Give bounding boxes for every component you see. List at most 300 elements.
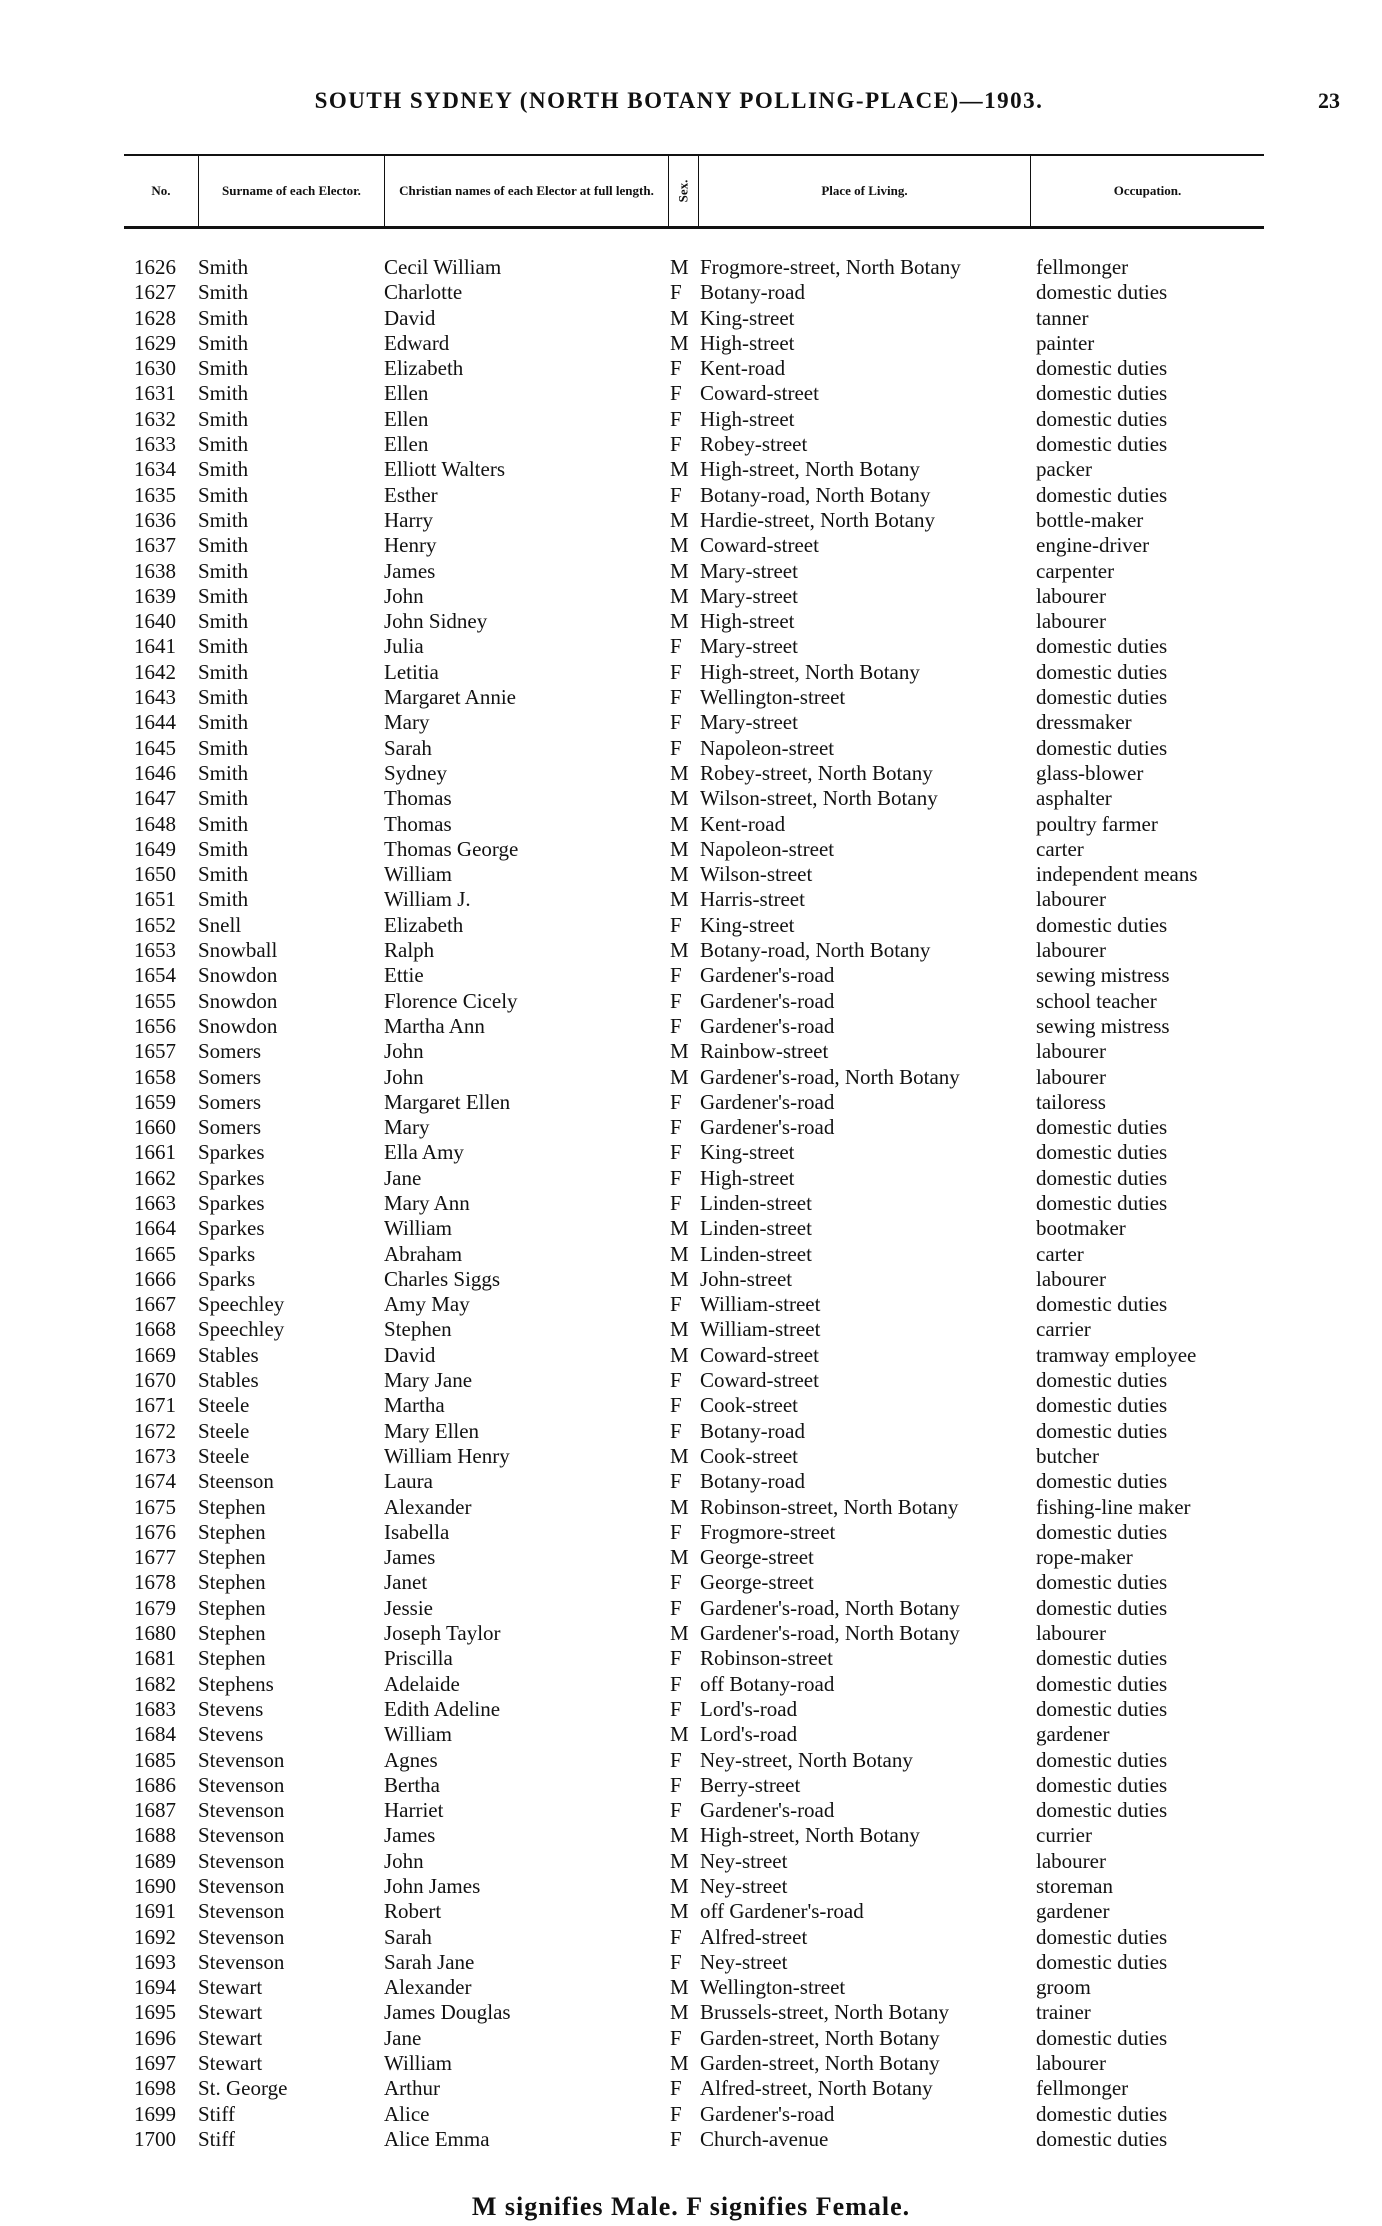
elector-christian-names: Sydney [384, 760, 447, 785]
elector-number: 1627 [134, 280, 176, 305]
elector-occupation: tramway employee [1036, 1342, 1197, 1367]
table-header [124, 154, 1264, 229]
elector-christian-names: Elliott Walters [384, 457, 505, 482]
elector-place-of-living: Gardener's-road [700, 1798, 835, 1823]
elector-sex: M [670, 1039, 689, 1064]
elector-sex: M [670, 1874, 689, 1898]
table-row [0, 887, 1382, 912]
elector-place-of-living: William-street [700, 1292, 821, 1317]
elector-christian-names: Alice [384, 2101, 430, 2126]
elector-place-of-living: Botany-road, North Botany [700, 938, 931, 963]
elector-surname: Stevenson [198, 1874, 285, 1898]
elector-occupation: painter [1036, 330, 1095, 355]
elector-occupation: labourer [1036, 1064, 1106, 1089]
elector-place-of-living: Robey-street [700, 432, 808, 457]
elector-occupation: tailoress [1036, 1089, 1106, 1114]
elector-surname: Smith [198, 583, 249, 608]
elector-christian-names: Bertha [384, 1772, 440, 1797]
elector-place-of-living: Frogmore-street, North Botany [700, 255, 961, 279]
table-row [0, 331, 1382, 356]
table-row [0, 2026, 1382, 2051]
elector-surname: Smith [198, 634, 249, 659]
elector-sex: M [670, 609, 689, 634]
elector-number: 1685 [134, 1747, 176, 1772]
elector-place-of-living: Wilson-street, North Botany [700, 786, 938, 811]
elector-surname: Smith [198, 356, 249, 381]
table-row [0, 457, 1382, 482]
page-title: SOUTH SYDNEY (NORTH BOTANY POLLING-PLACE)—1903. [314, 88, 1044, 113]
elector-christian-names: Cecil William [384, 255, 502, 279]
elector-christian-names: Alexander [384, 1494, 472, 1519]
table-row [0, 1823, 1382, 1848]
elector-surname: Smith [198, 507, 249, 532]
table-row [0, 255, 1382, 280]
elector-sex: F [670, 1646, 682, 1671]
elector-number: 1655 [134, 988, 176, 1013]
elector-occupation: sewing mistress [1036, 1013, 1170, 1038]
elector-christian-names: John [384, 1039, 424, 1064]
elector-number: 1645 [134, 735, 176, 760]
elector-place-of-living: Gardener's-road, North Botany [700, 1064, 960, 1089]
elector-surname: Smith [198, 381, 249, 406]
table-row [0, 736, 1382, 761]
elector-surname: Steele [198, 1418, 250, 1443]
table-row [0, 1950, 1382, 1975]
table-row [0, 1368, 1382, 1393]
elector-surname: Smith [198, 786, 249, 811]
table-row [0, 685, 1382, 710]
elector-place-of-living: Gardener's-road [700, 1013, 835, 1038]
elector-number: 1674 [134, 1469, 176, 1494]
table-row [0, 862, 1382, 887]
elector-surname: Stiff [198, 2126, 235, 2151]
elector-number: 1664 [134, 1216, 176, 1241]
elector-occupation: glass-blower [1036, 760, 1144, 785]
elector-place-of-living: Frogmore-street [700, 1519, 836, 1544]
elector-place-of-living: Cook-street [700, 1443, 798, 1468]
elector-surname: Speechley [198, 1292, 285, 1317]
elector-occupation: domestic duties [1036, 1798, 1168, 1823]
elector-place-of-living: Robinson-street [700, 1646, 833, 1671]
elector-number: 1677 [134, 1545, 176, 1570]
elector-sex: F [670, 280, 682, 305]
elector-place-of-living: Gardener's-road [700, 1089, 835, 1114]
elector-place-of-living: off Gardener's-road [700, 1899, 864, 1924]
elector-number: 1673 [134, 1443, 176, 1468]
elector-sex: M [670, 760, 689, 785]
elector-place-of-living: Church-avenue [700, 2126, 829, 2151]
elector-number: 1678 [134, 1570, 176, 1595]
elector-place-of-living: Ney-street [700, 1949, 788, 1974]
elector-occupation: currier [1036, 1823, 1092, 1848]
elector-sex: F [670, 1418, 682, 1443]
elector-sex: F [670, 685, 682, 710]
table-row [0, 812, 1382, 837]
elector-place-of-living: off Botany-road [700, 1671, 835, 1696]
elector-occupation: domestic duties [1036, 1570, 1168, 1595]
elector-place-of-living: High-street, North Botany [700, 1823, 920, 1848]
elector-occupation: carrier [1036, 1317, 1091, 1342]
elector-occupation: domestic duties [1036, 1671, 1168, 1696]
table-row [0, 2000, 1382, 2025]
elector-surname: Smith [198, 836, 249, 861]
table-row [0, 1646, 1382, 1671]
elector-occupation: carpenter [1036, 558, 1115, 583]
elector-place-of-living: High-street [700, 330, 795, 355]
elector-number: 1637 [134, 533, 176, 558]
elector-christian-names: John [384, 1848, 424, 1873]
elector-occupation: bottle-maker [1036, 507, 1144, 532]
elector-place-of-living: Gardener's-road [700, 963, 835, 988]
elector-occupation: labourer [1036, 2051, 1106, 2076]
elector-number: 1650 [134, 862, 176, 887]
elector-number: 1633 [134, 432, 176, 457]
elector-sex: F [670, 1469, 682, 1494]
table-row [0, 786, 1382, 811]
elector-christian-names: Mary Ellen [384, 1418, 480, 1443]
elector-number: 1684 [134, 1722, 176, 1747]
table-row [0, 1596, 1382, 1621]
elector-christian-names: Sarah Jane [384, 1949, 475, 1974]
elector-christian-names: James [384, 1823, 436, 1848]
elector-number: 1639 [134, 583, 176, 608]
elector-surname: Smith [198, 330, 249, 355]
elector-surname: Stephen [198, 1595, 266, 1620]
column-header-sex [668, 156, 698, 226]
elector-christian-names: Robert [384, 1899, 442, 1924]
elector-surname: Smith [198, 255, 249, 279]
elector-surname: Stiff [198, 2101, 235, 2126]
table-row [0, 1570, 1382, 1595]
elector-christian-names: William [384, 1722, 452, 1747]
elector-christian-names: Mary Ann [384, 1190, 470, 1215]
elector-sex: F [670, 634, 682, 659]
elector-christian-names: Letitia [384, 659, 439, 684]
table-row [0, 1419, 1382, 1444]
elector-occupation: labourer [1036, 609, 1106, 634]
elector-sex: F [670, 482, 682, 507]
elector-surname: Smith [198, 685, 249, 710]
elector-sex: M [670, 1975, 689, 2000]
elector-place-of-living: Brussels-street, North Botany [700, 2000, 950, 2025]
elector-christian-names: Alexander [384, 1975, 472, 2000]
elector-number: 1636 [134, 507, 176, 532]
elector-surname: Stephen [198, 1494, 266, 1519]
elector-number: 1632 [134, 406, 176, 431]
table-row [0, 508, 1382, 533]
elector-occupation: domestic duties [1036, 1165, 1168, 1190]
elector-surname: Stables [198, 1342, 259, 1367]
elector-occupation: domestic duties [1036, 912, 1168, 937]
column-header-no: No. [151, 183, 171, 198]
table-row [0, 306, 1382, 331]
elector-christian-names: Ella Amy [384, 1140, 464, 1165]
elector-place-of-living: Botany-road [700, 280, 805, 305]
elector-occupation: fishing-line maker [1036, 1494, 1191, 1519]
elector-number: 1690 [134, 1874, 176, 1898]
table-row [0, 1014, 1382, 1039]
elector-place-of-living: High-street, North Botany [700, 457, 920, 482]
elector-place-of-living: John-street [700, 1266, 793, 1291]
elector-christian-names: David [384, 1342, 436, 1367]
table-row [0, 1849, 1382, 1874]
elector-sex: F [670, 1393, 682, 1418]
elector-occupation: domestic duties [1036, 1646, 1168, 1671]
elector-occupation: domestic duties [1036, 482, 1168, 507]
elector-place-of-living: Robey-street, North Botany [700, 760, 933, 785]
elector-surname: Stevens [198, 1696, 264, 1721]
elector-surname: Stephens [198, 1671, 274, 1696]
elector-sex: M [670, 2000, 689, 2025]
elector-surname: Snowdon [198, 988, 278, 1013]
elector-number: 1697 [134, 2051, 176, 2076]
elector-occupation: asphalter [1036, 786, 1112, 811]
elector-christian-names: Stephen [384, 1317, 452, 1342]
elector-place-of-living: Hardie-street, North Botany [700, 507, 936, 532]
elector-occupation: carter [1036, 1241, 1084, 1266]
table-row [0, 432, 1382, 457]
elector-occupation: domestic duties [1036, 1418, 1168, 1443]
elector-occupation: sewing mistress [1036, 963, 1170, 988]
elector-christian-names: Martha [384, 1393, 445, 1418]
elector-number: 1653 [134, 938, 176, 963]
elector-place-of-living: Lord's-road [700, 1696, 798, 1721]
table-row [0, 1975, 1382, 2000]
elector-christian-names: Janet [384, 1570, 428, 1595]
elector-number: 1691 [134, 1899, 176, 1924]
elector-surname: Smith [198, 406, 249, 431]
elector-sex: M [670, 1266, 689, 1291]
elector-place-of-living: Garden-street, North Botany [700, 2051, 940, 2076]
elector-place-of-living: Coward-street [700, 1342, 819, 1367]
elector-surname: Stevens [198, 1722, 264, 1747]
table-row [0, 1242, 1382, 1267]
elector-place-of-living: Gardener's-road, North Botany [700, 1595, 960, 1620]
elector-occupation: labourer [1036, 887, 1106, 912]
elector-occupation: engine-driver [1036, 533, 1150, 558]
elector-place-of-living: Kent-road [700, 811, 786, 836]
elector-sex: M [670, 786, 689, 811]
elector-surname: Smith [198, 760, 249, 785]
elector-christian-names: Isabella [384, 1519, 450, 1544]
elector-surname: Stevenson [198, 1848, 285, 1873]
table-row [0, 989, 1382, 1014]
elector-christian-names: Agnes [384, 1747, 438, 1772]
elector-occupation: domestic duties [1036, 1292, 1168, 1317]
elector-sex: F [670, 1949, 682, 1974]
elector-place-of-living: Alfred-street [700, 1924, 808, 1949]
elector-surname: Stevenson [198, 1924, 285, 1949]
elector-surname: Smith [198, 735, 249, 760]
elector-number: 1683 [134, 1696, 176, 1721]
elector-surname: Steenson [198, 1469, 274, 1494]
elector-surname: Stevenson [198, 1772, 285, 1797]
elector-surname: Stables [198, 1368, 259, 1393]
elector-number: 1682 [134, 1671, 176, 1696]
elector-christian-names: John Sidney [384, 609, 488, 634]
elector-place-of-living: High-street [700, 406, 795, 431]
elector-number: 1642 [134, 659, 176, 684]
elector-surname: Smith [198, 280, 249, 305]
table-row [0, 1520, 1382, 1545]
table-row [0, 1039, 1382, 1064]
elector-number: 1652 [134, 912, 176, 937]
elector-sex: F [670, 2025, 682, 2050]
elector-place-of-living: Wellington-street [700, 685, 846, 710]
column-header-occupation: Occupation. [1030, 156, 1264, 226]
elector-sex: F [670, 912, 682, 937]
elector-number: 1663 [134, 1190, 176, 1215]
table-row [0, 1899, 1382, 1924]
elector-occupation: labourer [1036, 1848, 1106, 1873]
elector-number: 1657 [134, 1039, 176, 1064]
elector-number: 1671 [134, 1393, 176, 1418]
elector-sex: M [670, 1443, 689, 1468]
elector-sex: M [670, 811, 689, 836]
elector-surname: Sparkes [198, 1140, 265, 1165]
elector-occupation: domestic duties [1036, 1924, 1168, 1949]
elector-place-of-living: Alfred-street, North Botany [700, 2076, 933, 2101]
elector-surname: Somers [198, 1064, 261, 1089]
elector-christian-names: Jane [384, 1165, 422, 1190]
elector-occupation: domestic duties [1036, 381, 1168, 406]
elector-christian-names: Laura [384, 1469, 433, 1494]
elector-occupation: domestic duties [1036, 2025, 1168, 2050]
elector-occupation: dressmaker [1036, 710, 1132, 735]
table-row [0, 2051, 1382, 2076]
table-row [0, 1798, 1382, 1823]
elector-occupation: gardener [1036, 1722, 1110, 1747]
elector-sex: M [670, 1342, 689, 1367]
elector-sex: F [670, 1798, 682, 1823]
elector-place-of-living: Napoleon-street [700, 735, 835, 760]
elector-place-of-living: High-street [700, 1165, 795, 1190]
elector-number: 1679 [134, 1595, 176, 1620]
table-row [0, 938, 1382, 963]
elector-christian-names: Thomas [384, 811, 452, 836]
elector-occupation: domestic duties [1036, 1696, 1168, 1721]
table-row [0, 1393, 1382, 1418]
table-row [0, 407, 1382, 432]
elector-surname: Sparks [198, 1266, 256, 1291]
elector-christian-names: Charles Siggs [384, 1266, 501, 1291]
elector-place-of-living: Mary-street [700, 634, 798, 659]
elector-place-of-living: Ney-street [700, 1874, 788, 1898]
elector-surname: Somers [198, 1115, 261, 1140]
elector-place-of-living: Linden-street [700, 1216, 812, 1241]
elector-occupation: butcher [1036, 1443, 1099, 1468]
elector-sex: M [670, 2051, 689, 2076]
table-row [0, 1166, 1382, 1191]
elector-place-of-living: Cook-street [700, 1393, 798, 1418]
elector-occupation: domestic duties [1036, 634, 1168, 659]
elector-number: 1676 [134, 1519, 176, 1544]
elector-christian-names: James Douglas [384, 2000, 511, 2025]
table-row [0, 710, 1382, 735]
elector-christian-names: Julia [384, 634, 424, 659]
elector-christian-names: John [384, 1064, 424, 1089]
elector-place-of-living: Robinson-street, North Botany [700, 1494, 959, 1519]
elector-number: 1694 [134, 1975, 176, 2000]
elector-sex: F [670, 735, 682, 760]
elector-number: 1700 [134, 2126, 176, 2151]
table-row [0, 2076, 1382, 2101]
elector-sex: M [670, 507, 689, 532]
elector-place-of-living: Linden-street [700, 1190, 812, 1215]
table-row [0, 1697, 1382, 1722]
elector-christian-names: William [384, 2051, 452, 2076]
elector-surname: Stewart [198, 2000, 263, 2025]
elector-occupation: domestic duties [1036, 406, 1168, 431]
column-header-christian-names: Christian names of each Elector at full length. [384, 156, 668, 226]
elector-surname: Steele [198, 1443, 250, 1468]
elector-surname: Smith [198, 558, 249, 583]
elector-christian-names: Elizabeth [384, 356, 464, 381]
elector-sex: F [670, 1292, 682, 1317]
elector-place-of-living: King-street [700, 912, 795, 937]
elector-surname: Steele [198, 1393, 250, 1418]
elector-occupation: tanner [1036, 305, 1089, 330]
elector-sex: M [670, 305, 689, 330]
elector-number: 1647 [134, 786, 176, 811]
elector-sex: M [670, 255, 689, 279]
elector-occupation: domestic duties [1036, 356, 1168, 381]
elector-place-of-living: Napoleon-street [700, 836, 835, 861]
table-row [0, 559, 1382, 584]
elector-surname: Smith [198, 811, 249, 836]
elector-christian-names: Ralph [384, 938, 435, 963]
elector-sex: F [670, 1570, 682, 1595]
elector-surname: Smith [198, 609, 249, 634]
table-row [0, 1216, 1382, 1241]
elector-sex: M [670, 583, 689, 608]
elector-christian-names: Mary [384, 1115, 430, 1140]
elector-occupation: labourer [1036, 938, 1106, 963]
elector-christian-names: Ellen [384, 381, 429, 406]
elector-christian-names: William [384, 1216, 452, 1241]
elector-sex: F [670, 1924, 682, 1949]
elector-surname: Stevenson [198, 1747, 285, 1772]
table-row [0, 1469, 1382, 1494]
elector-sex: F [670, 1671, 682, 1696]
elector-place-of-living: William-street [700, 1317, 821, 1342]
elector-christian-names: Abraham [384, 1241, 463, 1266]
elector-occupation: labourer [1036, 1266, 1106, 1291]
elector-sex: F [670, 356, 682, 381]
elector-number: 1635 [134, 482, 176, 507]
elector-christian-names: William J. [384, 887, 471, 912]
elector-occupation: rope-maker [1036, 1545, 1133, 1570]
elector-place-of-living: High-street, North Botany [700, 659, 920, 684]
table-row [0, 1191, 1382, 1216]
elector-christian-names: Jane [384, 2025, 422, 2050]
table-row [0, 2127, 1382, 2152]
elector-number: 1661 [134, 1140, 176, 1165]
elector-sex: M [670, 1241, 689, 1266]
elector-number: 1629 [134, 330, 176, 355]
elector-christian-names: Esther [384, 482, 438, 507]
elector-christian-names: David [384, 305, 436, 330]
elector-surname: Stevenson [198, 1899, 285, 1924]
elector-christian-names: Adelaide [384, 1671, 460, 1696]
elector-occupation: gardener [1036, 1899, 1110, 1924]
elector-occupation: poultry farmer [1036, 811, 1158, 836]
elector-surname: Snell [198, 912, 242, 937]
elector-sex: F [670, 1115, 682, 1140]
elector-place-of-living: Botany-road [700, 1418, 805, 1443]
elector-place-of-living: Wilson-street [700, 862, 813, 887]
elector-place-of-living: Kent-road [700, 356, 786, 381]
